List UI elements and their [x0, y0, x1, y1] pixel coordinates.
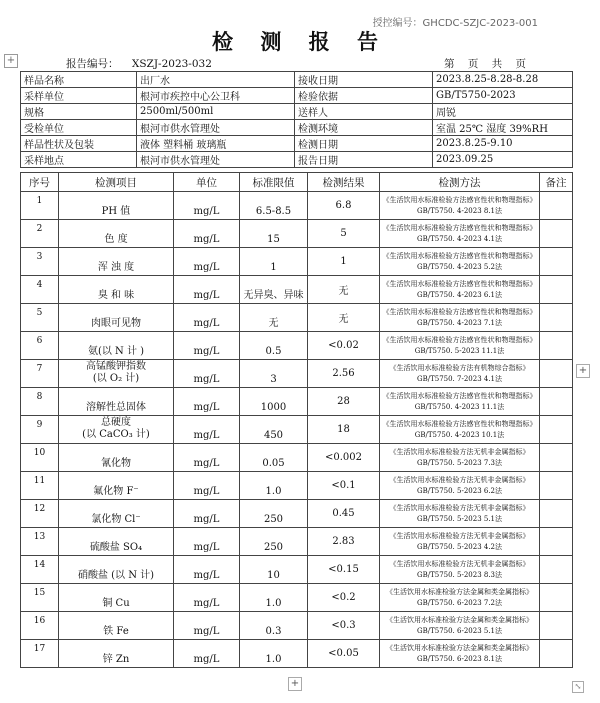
unit: mg/L — [174, 640, 240, 668]
add-column-icon[interactable]: + — [576, 364, 590, 378]
test-method: 《生活饮用水标准检验方法感官性状和物理指标》GB/T5750. 4-2023 7.1法 — [380, 304, 540, 332]
standard-limit: 15 — [240, 220, 308, 248]
table-row — [21, 500, 573, 528]
test-result: 5 — [308, 220, 380, 248]
unit: mg/L — [174, 444, 240, 472]
info-value: GB/T5750-2023 — [433, 88, 573, 104]
test-result: 无 — [308, 276, 380, 304]
remark — [540, 416, 573, 444]
test-result: <0.2 — [308, 584, 380, 612]
remark — [540, 612, 573, 640]
table-row — [21, 584, 573, 612]
row-number: 7 — [21, 360, 59, 388]
info-label: 检测环境 — [295, 120, 433, 136]
table-row — [21, 472, 573, 500]
standard-limit: 1000 — [240, 388, 308, 416]
standard-limit: 10 — [240, 556, 308, 584]
info-row — [21, 72, 573, 88]
header-result: 检测结果 — [308, 173, 380, 192]
row-number: 2 — [21, 220, 59, 248]
test-method: 《生活饮用水标准检验方法感官性状和物理指标》GB/T5750. 5-2023 11.1法 — [380, 332, 540, 360]
table-row — [21, 332, 573, 360]
standard-limit: 6.5-8.5 — [240, 192, 308, 220]
row-number: 14 — [21, 556, 59, 584]
header-item: 检测项目 — [59, 173, 174, 192]
row-number: 3 — [21, 248, 59, 276]
table-move-handle-icon[interactable]: + — [4, 54, 18, 68]
unit: mg/L — [174, 248, 240, 276]
test-method: 《生活饮用水标准检验方法无机非金属指标》GB/T5750. 5-2023 6.2法 — [380, 472, 540, 500]
test-item: 溶解性总固体 — [59, 388, 174, 416]
test-item: 锌 Zn — [59, 640, 174, 668]
info-label: 送样人 — [295, 104, 433, 120]
unit: mg/L — [174, 220, 240, 248]
test-method: 《生活饮用水标准检验方法金属和类金属指标》GB/T5750. 6-2023 8.1法 — [380, 640, 540, 668]
test-result: <0.15 — [308, 556, 380, 584]
unit: mg/L — [174, 528, 240, 556]
test-item: 色 度 — [59, 220, 174, 248]
info-label: 样品性状及包装 — [21, 136, 137, 152]
table-row — [21, 304, 573, 332]
remark — [540, 528, 573, 556]
info-value: 2023.8.25-9.10 — [433, 136, 573, 152]
row-number: 9 — [21, 416, 59, 444]
report-number-line — [66, 56, 212, 71]
table-row — [21, 248, 573, 276]
info-row — [21, 152, 573, 168]
test-result: 6.8 — [308, 192, 380, 220]
unit: mg/L — [174, 304, 240, 332]
info-label: 检测日期 — [295, 136, 433, 152]
standard-limit: 0.3 — [240, 612, 308, 640]
remark — [540, 640, 573, 668]
test-item: 高锰酸钾指数 (以 O₂ 计) — [59, 360, 174, 388]
info-value: 周锐 — [433, 104, 573, 120]
test-method: 《生活饮用水标准检验方法感官性状和物理指标》GB/T5750. 4-2023 8.1法 — [380, 192, 540, 220]
test-result: 28 — [308, 388, 380, 416]
info-value: 根河市供水管理处 — [137, 120, 295, 136]
document-control-number: 授控编号：GHCDC-SZJC-2023-001 — [372, 18, 538, 29]
standard-limit: 1.0 — [240, 584, 308, 612]
test-item: 铁 Fe — [59, 612, 174, 640]
info-value: 根河市疾控中心公卫科 — [137, 88, 295, 104]
row-number: 17 — [21, 640, 59, 668]
standard-limit: 250 — [240, 528, 308, 556]
report-number-label: 报告编号： — [66, 58, 119, 70]
row-number: 8 — [21, 388, 59, 416]
info-value: 出厂水 — [137, 72, 295, 88]
remark — [540, 276, 573, 304]
row-number: 15 — [21, 584, 59, 612]
test-item: 浑 浊 度 — [59, 248, 174, 276]
header-method: 检测方法 — [380, 173, 540, 192]
table-row — [21, 444, 573, 472]
table-row — [21, 528, 573, 556]
standard-limit: 250 — [240, 500, 308, 528]
header-seq: 序号 — [21, 173, 59, 192]
info-label: 规格 — [21, 104, 137, 120]
unit: mg/L — [174, 360, 240, 388]
unit: mg/L — [174, 500, 240, 528]
info-value: 2023.8.25-8.28-8.28 — [433, 72, 573, 88]
test-method: 《生活饮用水标准检验方法无机非金属指标》GB/T5750. 5-2023 8.3法 — [380, 556, 540, 584]
unit: mg/L — [174, 332, 240, 360]
table-row — [21, 640, 573, 668]
remark — [540, 556, 573, 584]
test-item: 总硬度 (以 CaCO₃ 计) — [59, 416, 174, 444]
info-label: 检验依据 — [295, 88, 433, 104]
table-row — [21, 220, 573, 248]
test-result: <0.002 — [308, 444, 380, 472]
test-item: 氯化物 Cl⁻ — [59, 500, 174, 528]
info-row — [21, 120, 573, 136]
table-row — [21, 416, 573, 444]
test-method: 《生活饮用水标准检验方法无机非金属指标》GB/T5750. 5-2023 7.3法 — [380, 444, 540, 472]
row-number: 10 — [21, 444, 59, 472]
test-item: 臭 和 味 — [59, 276, 174, 304]
test-result: 2.56 — [308, 360, 380, 388]
report-number-value: XSZJ-2023-032 — [131, 58, 212, 70]
info-value: 液体 塑料桶 玻璃瓶 — [137, 136, 295, 152]
test-item: 氟化物 F⁻ — [59, 472, 174, 500]
row-number: 4 — [21, 276, 59, 304]
info-value: 2023.09.25 — [433, 152, 573, 168]
table-header-row — [21, 173, 573, 192]
header-limit: 标准限值 — [240, 173, 308, 192]
test-item: 硫酸盐 SO₄ — [59, 528, 174, 556]
test-item: 肉眼可见物 — [59, 304, 174, 332]
test-result: 1 — [308, 248, 380, 276]
remark — [540, 388, 573, 416]
table-row — [21, 612, 573, 640]
table-row — [21, 556, 573, 584]
test-result: <0.1 — [308, 472, 380, 500]
table-row — [21, 276, 573, 304]
standard-limit: 3 — [240, 360, 308, 388]
standard-limit: 0.5 — [240, 332, 308, 360]
table-row — [21, 192, 573, 220]
remark — [540, 248, 573, 276]
test-method: 《生活饮用水标准检验方法感官性状和物理指标》GB/T5750. 4-2023 11.1法 — [380, 388, 540, 416]
test-method: 《生活饮用水标准检验方法感官性状和物理指标》GB/T5750. 4-2023 4.1法 — [380, 220, 540, 248]
unit: mg/L — [174, 612, 240, 640]
remark — [540, 584, 573, 612]
unit: mg/L — [174, 556, 240, 584]
test-method: 《生活饮用水标准检验方法金属和类金属指标》GB/T5750. 6-2023 7.2法 — [380, 584, 540, 612]
info-label: 受检单位 — [21, 120, 137, 136]
test-item: 铜 Cu — [59, 584, 174, 612]
header-unit: 单位 — [174, 173, 240, 192]
test-result: 0.45 — [308, 500, 380, 528]
test-method: 《生活饮用水标准检验方法感官性状和物理指标》GB/T5750. 4-2023 5.2法 — [380, 248, 540, 276]
info-label: 报告日期 — [295, 152, 433, 168]
unit: mg/L — [174, 584, 240, 612]
standard-limit: 无 — [240, 304, 308, 332]
test-result: 2.83 — [308, 528, 380, 556]
row-number: 13 — [21, 528, 59, 556]
remark — [540, 192, 573, 220]
info-row — [21, 88, 573, 104]
test-method: 《生活饮用水标准检验方法感官性状和物理指标》GB/T5750. 4-2023 10.1法 — [380, 416, 540, 444]
row-number: 12 — [21, 500, 59, 528]
standard-limit: 0.05 — [240, 444, 308, 472]
table-resize-icon[interactable]: ⤡ — [572, 681, 584, 693]
info-row — [21, 136, 573, 152]
remark — [540, 332, 573, 360]
info-value: 根河市供水管理处 — [137, 152, 295, 168]
test-result: 18 — [308, 416, 380, 444]
test-method: 《生活饮用水标准检验方法感官性状和物理指标》GB/T5750. 4-2023 6.1法 — [380, 276, 540, 304]
info-row — [21, 104, 573, 120]
unit: mg/L — [174, 192, 240, 220]
test-result: <0.02 — [308, 332, 380, 360]
remark — [540, 500, 573, 528]
test-results-table — [20, 172, 573, 668]
standard-limit: 1.0 — [240, 640, 308, 668]
remark — [540, 304, 573, 332]
standard-limit: 450 — [240, 416, 308, 444]
add-row-icon[interactable]: + — [288, 677, 302, 691]
standard-limit: 1.0 — [240, 472, 308, 500]
remark — [540, 444, 573, 472]
info-value: 2500ml/500ml — [137, 104, 295, 120]
standard-limit: 1 — [240, 248, 308, 276]
unit: mg/L — [174, 472, 240, 500]
test-item: 氨(以 N 计 ) — [59, 332, 174, 360]
unit: mg/L — [174, 416, 240, 444]
info-label: 采样地点 — [21, 152, 137, 168]
info-label: 样品名称 — [21, 72, 137, 88]
test-item: PH 值 — [59, 192, 174, 220]
info-label: 采样单位 — [21, 88, 137, 104]
standard-limit: 无异臭、异味 — [240, 276, 308, 304]
remark — [540, 360, 573, 388]
unit: mg/L — [174, 276, 240, 304]
test-method: 《生活饮用水标准检验方法无机非金属指标》GB/T5750. 5-2023 4.2法 — [380, 528, 540, 556]
row-number: 5 — [21, 304, 59, 332]
row-number: 6 — [21, 332, 59, 360]
table-row — [21, 360, 573, 388]
row-number: 16 — [21, 612, 59, 640]
test-result: <0.3 — [308, 612, 380, 640]
row-number: 11 — [21, 472, 59, 500]
row-number: 1 — [21, 192, 59, 220]
test-result: 无 — [308, 304, 380, 332]
test-item: 氰化物 — [59, 444, 174, 472]
unit: mg/L — [174, 388, 240, 416]
header-note: 备注 — [540, 173, 573, 192]
page-count-label: 第 页 共 页 — [444, 58, 527, 70]
remark — [540, 220, 573, 248]
test-item: 硝酸盐 (以 N 计) — [59, 556, 174, 584]
table-row — [21, 388, 573, 416]
sample-info-table — [20, 71, 573, 168]
remark — [540, 472, 573, 500]
page-title: 检 测 报 告 — [212, 30, 388, 54]
test-result: <0.05 — [308, 640, 380, 668]
info-value: 室温 25℃ 湿度 39%RH — [433, 120, 573, 136]
test-method: 《生活饮用水标准检验方法金属和类金属指标》GB/T5750. 6-2023 5.1法 — [380, 612, 540, 640]
test-method: 《生活饮用水标准检验方法无机非金属指标》GB/T5750. 5-2023 5.1法 — [380, 500, 540, 528]
info-label: 接收日期 — [295, 72, 433, 88]
test-method: 《生活饮用水标准检验方法有机物综合指标》GB/T5750. 7-2023 4.1法 — [380, 360, 540, 388]
